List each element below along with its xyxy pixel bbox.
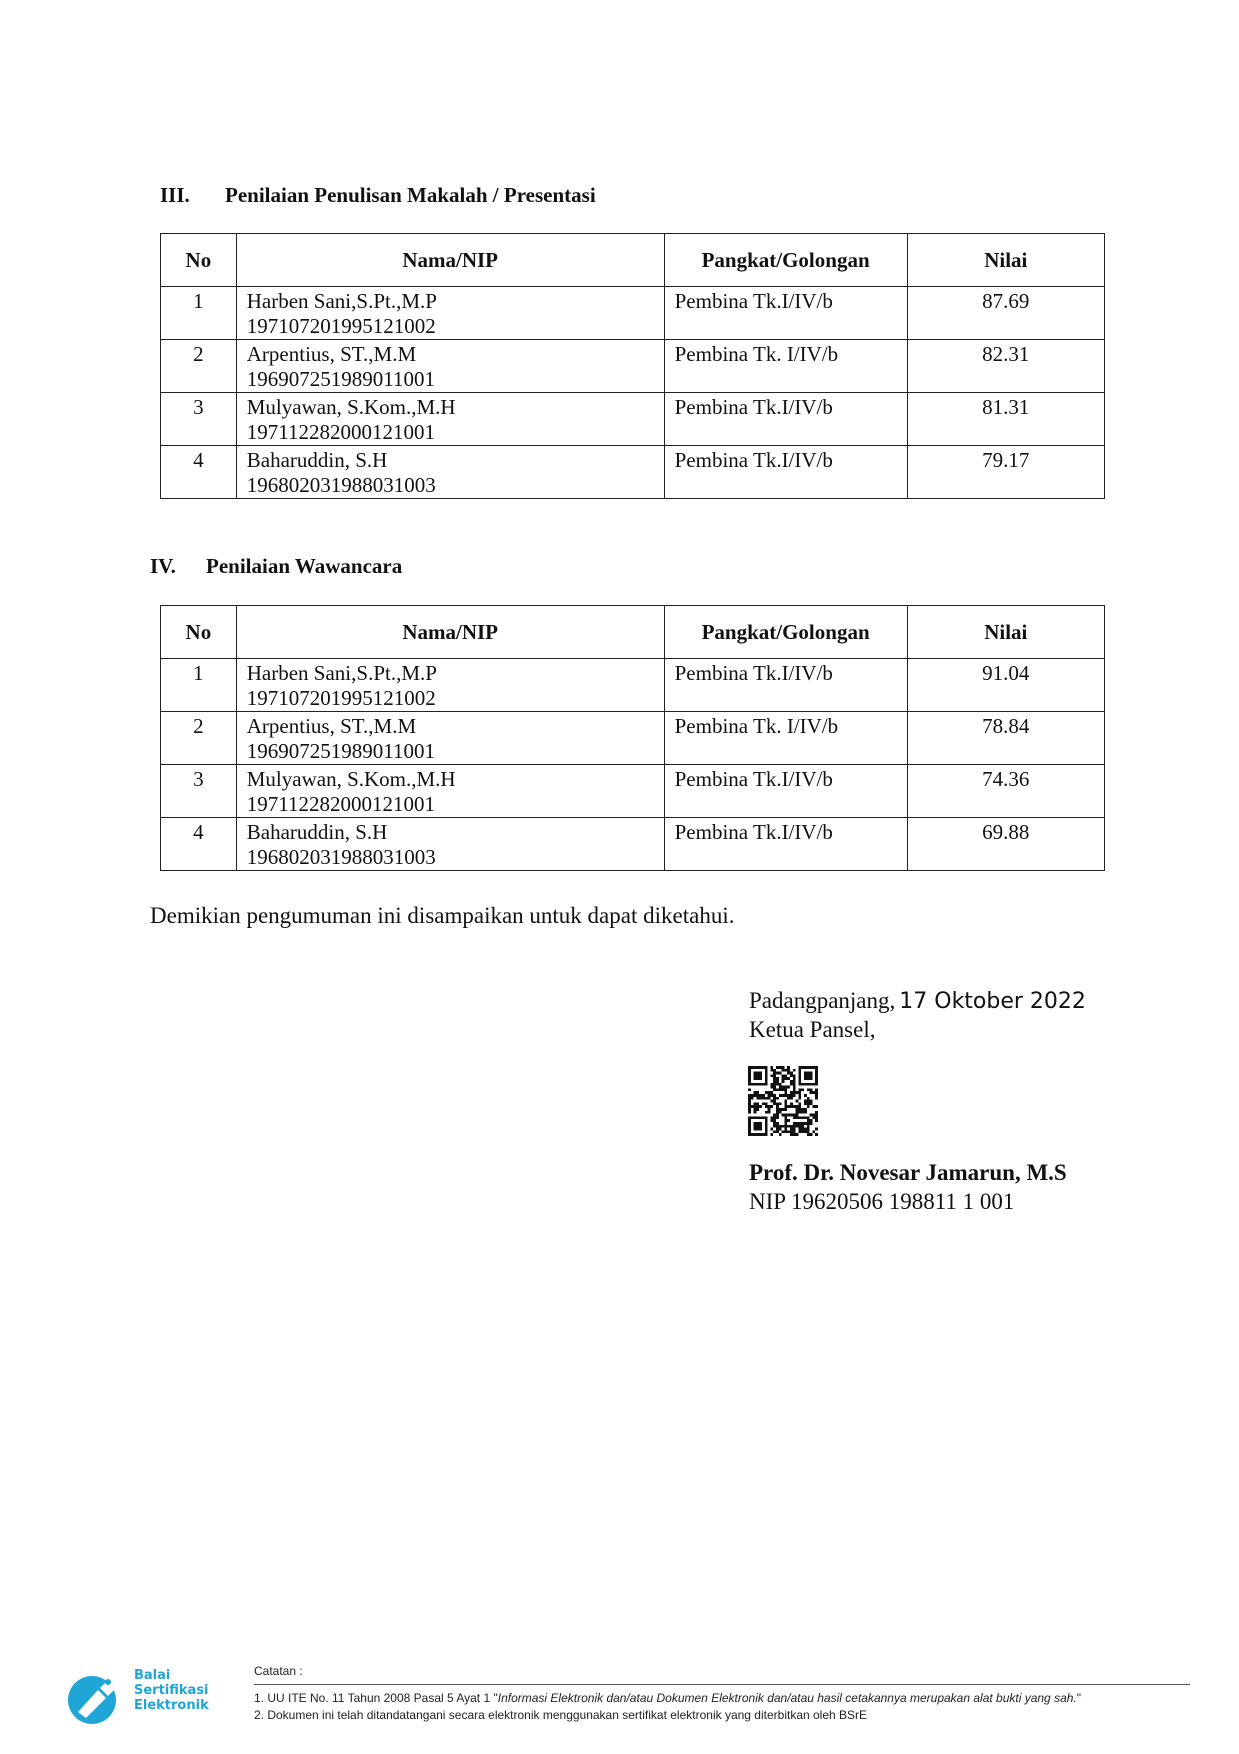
employee-nip: 197112282000121001 [246,792,435,816]
name-nip-cell [236,712,664,765]
score-cell: 74.36 [907,765,1104,818]
footer-notes [254,1664,1190,1724]
section-4-heading [150,554,402,579]
note-1 [254,1690,1190,1707]
table-body [161,659,1105,871]
name-nip-cell [236,340,664,393]
notes-divider [254,1684,1190,1685]
logo-line-2: Sertifikasi [134,1683,209,1698]
row-number: 2 [161,340,237,393]
score-cell: 91.04 [907,659,1104,712]
row-number: 4 [161,818,237,871]
table-row [161,712,1105,765]
name-nip-cell [236,659,664,712]
place-date-line [749,987,1086,1016]
certificate-pen-icon [64,1668,126,1728]
employee-name: Arpentius, ST.,M.M [246,342,417,366]
header-rank: Pangkat/Golongan [664,606,907,659]
signer-name: Prof. Dr. Novesar Jamarun, M.S [749,1160,1067,1185]
table-header-row [161,234,1105,287]
rank-cell: Pembina Tk.I/IV/b [664,659,907,712]
employee-nip: 196802031988031003 [246,473,436,497]
employee-name: Mulyawan, S.Kom.,M.H [246,395,456,419]
employee-nip: 196802031988031003 [246,845,436,869]
name-nip-cell [236,393,664,446]
table-row [161,393,1105,446]
logo-text [134,1668,209,1713]
employee-nip: 196907251989011001 [246,739,435,763]
table-row [161,765,1105,818]
bsre-logo [64,1668,224,1728]
header-no: No [161,606,237,659]
header-score: Nilai [907,234,1104,287]
score-cell: 78.84 [907,712,1104,765]
note-1-quote: Informasi Elektronik dan/atau Dokumen Elektronik dan/atau hasil cetakannya merupakan alat bukti yang sah. [497,1691,1077,1705]
name-nip-cell [236,287,664,340]
header-no: No [161,234,237,287]
row-number: 3 [161,765,237,818]
section-3-heading [160,183,596,208]
note-1-prefix: 1. UU ITE No. 11 Tahun 2008 Pasal 5 Ayat 1 " [254,1691,498,1705]
score-cell: 82.31 [907,340,1104,393]
employee-name: Harben Sani,S.Pt.,M.P [246,661,437,685]
note-2: 2. Dokumen ini telah ditandatangani secara elektronik menggunakan sertifikat elektronik yang diterbitkan oleh BSrE [254,1708,868,1722]
employee-nip: 196907251989011001 [246,367,435,391]
row-number: 3 [161,393,237,446]
employee-name: Baharuddin, S.H [246,820,388,844]
score-cell: 81.31 [907,393,1104,446]
notes-title: Catatan : [254,1664,303,1678]
signer-nip: NIP 19620506 198811 1 001 [749,1189,1015,1214]
table-row [161,287,1105,340]
table-header-row [161,606,1105,659]
row-number: 2 [161,712,237,765]
table-body [161,287,1105,499]
employee-name: Mulyawan, S.Kom.,M.H [246,767,456,791]
employee-nip: 197107201995121002 [246,686,436,710]
section-3-title: Penilaian Penulisan Makalah / Presentasi [225,183,596,207]
row-number: 1 [161,287,237,340]
table-row [161,446,1105,499]
scores-table-presentation [160,233,1105,499]
note-1-suffix: " [1076,1691,1082,1705]
score-cell: 69.88 [907,818,1104,871]
scores-table-interview [160,605,1105,871]
signature-place: Padangpanjang, [749,988,896,1013]
rank-cell: Pembina Tk.I/IV/b [664,765,907,818]
name-nip-cell [236,818,664,871]
table-row [161,818,1105,871]
row-number: 4 [161,446,237,499]
header-rank: Pangkat/Golongan [664,234,907,287]
signature-role: Ketua Pansel, [749,1017,876,1042]
logo-line-1: Balai [134,1668,171,1683]
signature-block [749,987,1086,1044]
employee-name: Harben Sani,S.Pt.,M.P [246,289,437,313]
section-4-number: IV. [150,554,176,578]
rank-cell: Pembina Tk.I/IV/b [664,287,907,340]
table-row [161,340,1105,393]
logo-line-3: Elektronik [134,1698,209,1713]
header-name-nip: Nama/NIP [236,234,664,287]
table-row [161,659,1105,712]
qr-code-icon [748,1066,818,1136]
signature-date: 17 Oktober 2022 [899,989,1086,1014]
rank-cell: Pembina Tk. I/IV/b [664,712,907,765]
header-score: Nilai [907,606,1104,659]
header-name-nip: Nama/NIP [236,606,664,659]
section-3-number: III. [160,183,190,207]
score-cell: 79.17 [907,446,1104,499]
rank-cell: Pembina Tk.I/IV/b [664,446,907,499]
row-number: 1 [161,659,237,712]
employee-name: Arpentius, ST.,M.M [246,714,417,738]
employee-nip: 197107201995121002 [246,314,436,338]
employee-nip: 197112282000121001 [246,420,435,444]
rank-cell: Pembina Tk. I/IV/b [664,340,907,393]
rank-cell: Pembina Tk.I/IV/b [664,393,907,446]
name-nip-cell [236,765,664,818]
employee-name: Baharuddin, S.H [246,448,388,472]
section-4-title: Penilaian Wawancara [206,554,403,578]
score-cell: 87.69 [907,287,1104,340]
rank-cell: Pembina Tk.I/IV/b [664,818,907,871]
closing-statement: Demikian pengumuman ini disampaikan untuk dapat diketahui. [150,903,735,928]
name-nip-cell [236,446,664,499]
